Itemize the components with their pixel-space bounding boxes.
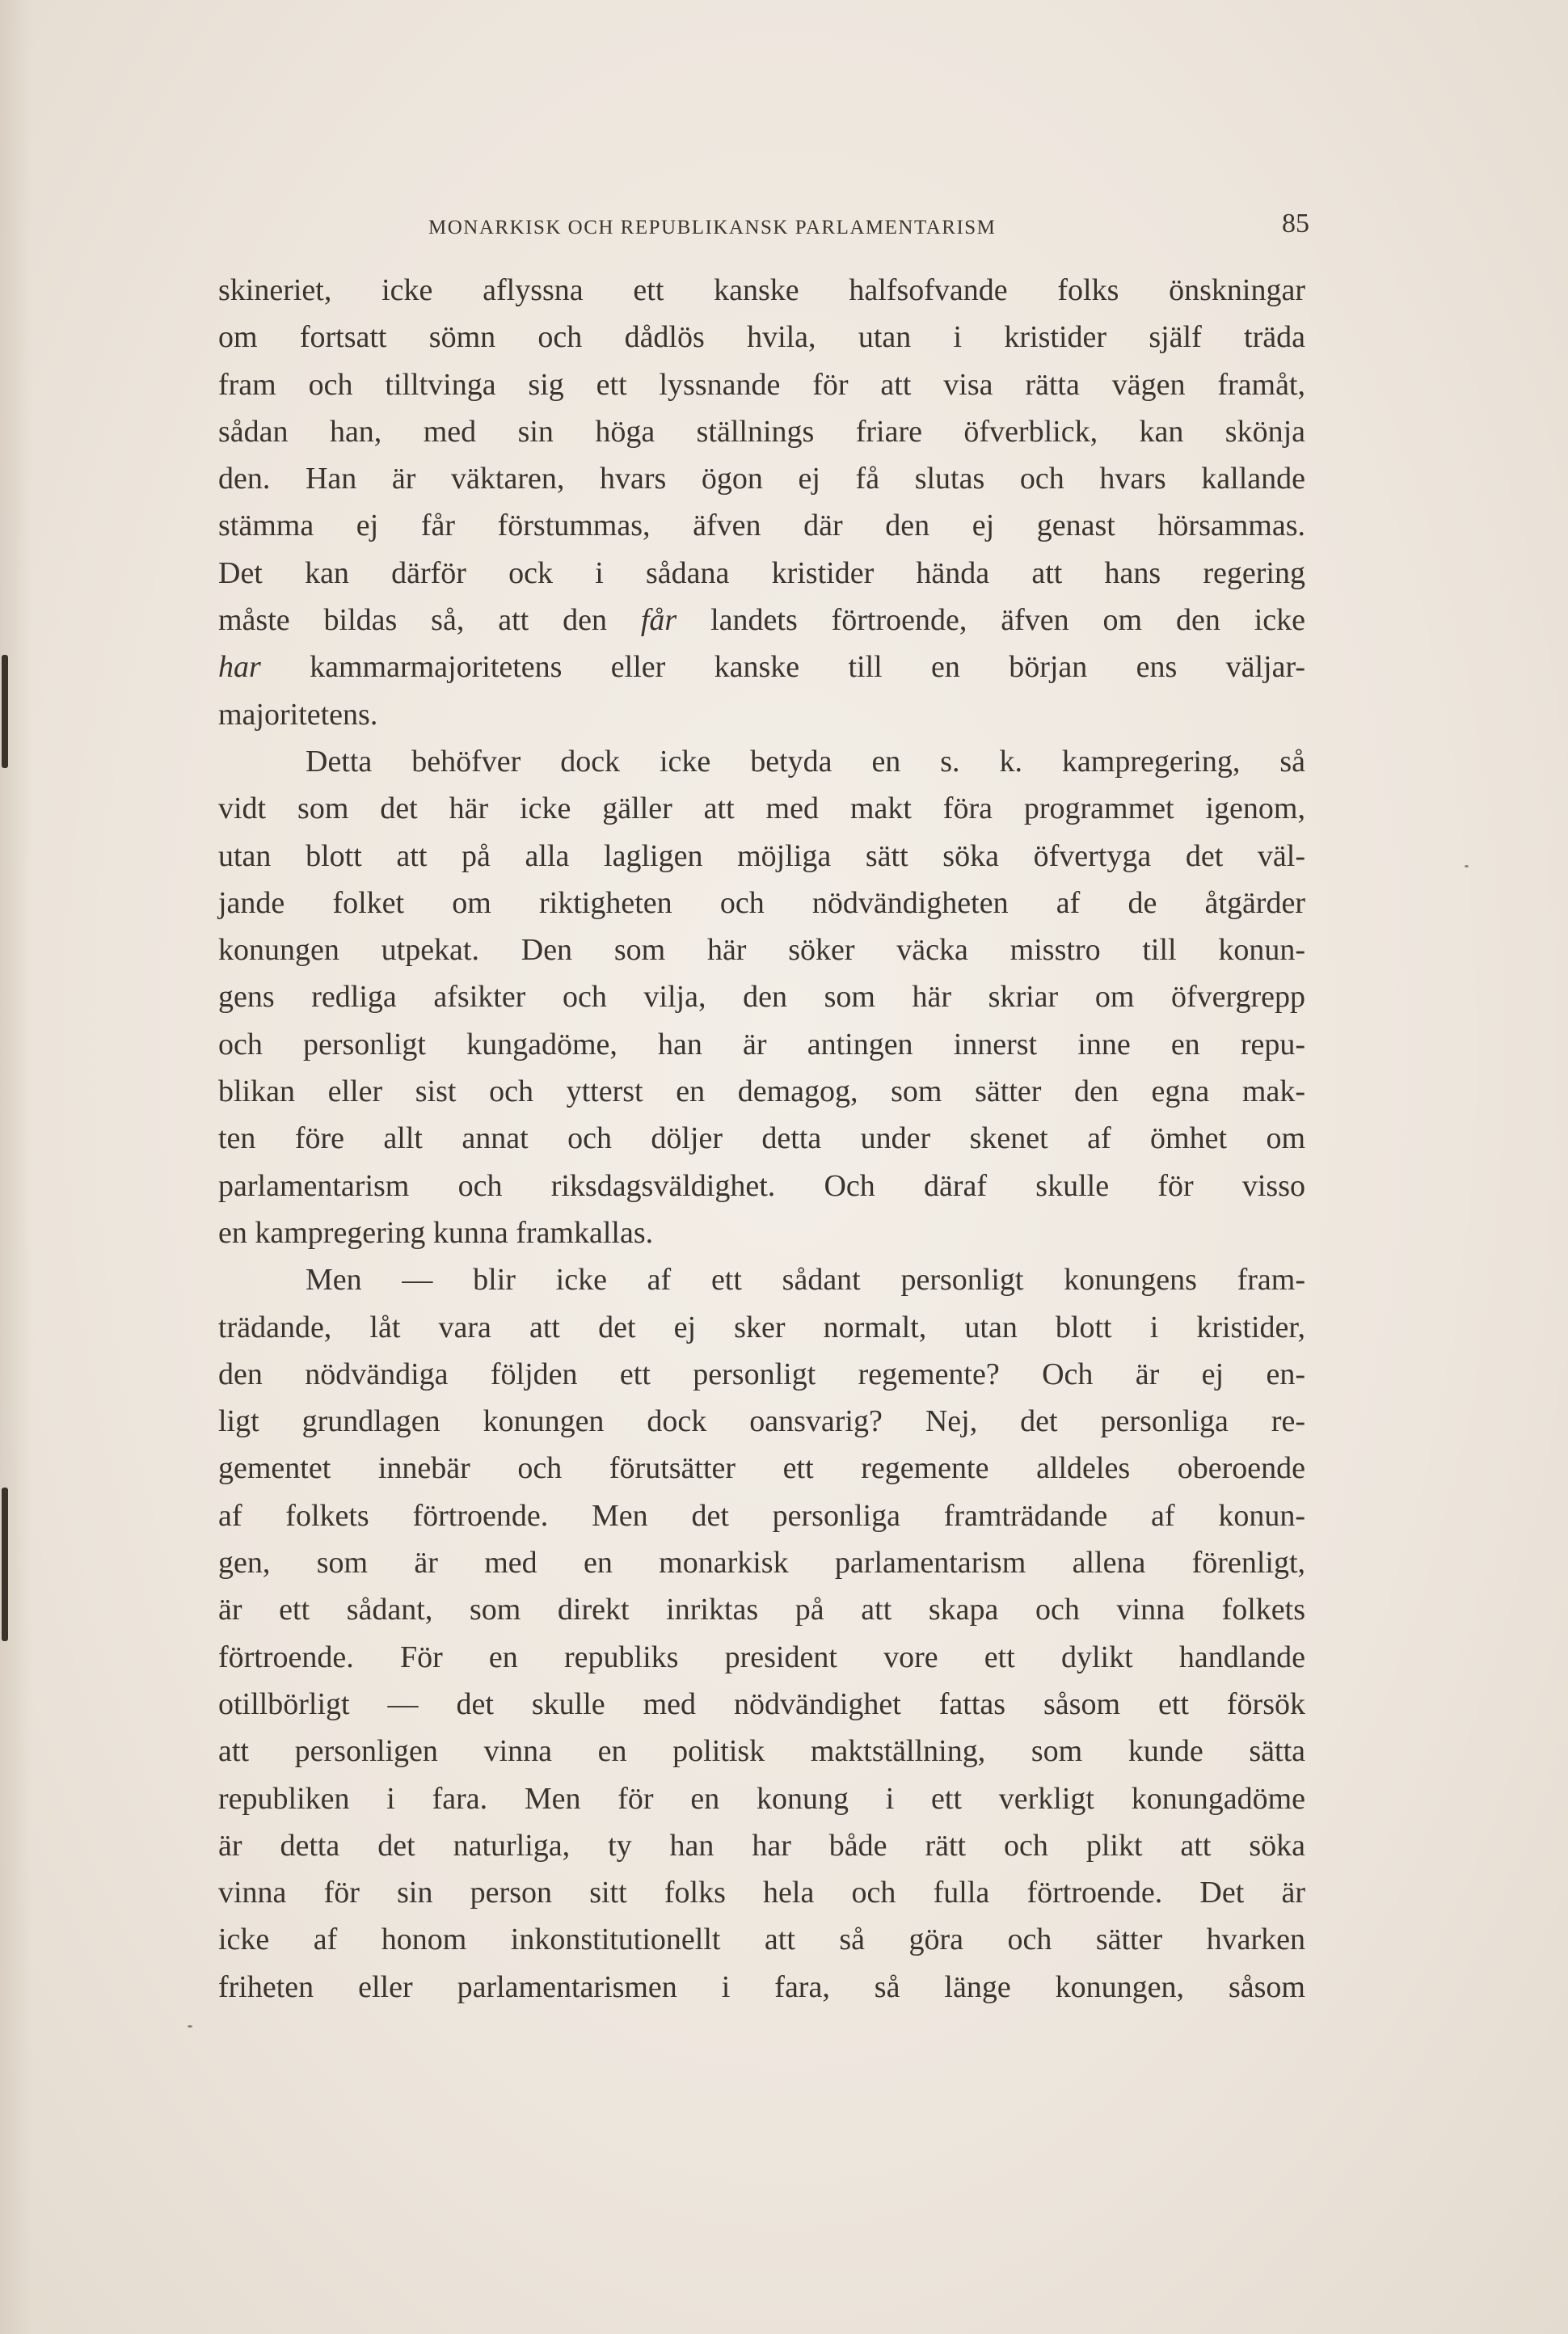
text-line: den nödvändiga följden ett personligt regemente? Och är ej en-: [218, 1357, 1305, 1391]
text-line: Detta behöfver dock icke betyda en s. k. kampregering, så: [306, 744, 1305, 779]
text-line: Det kan därför ock i sådana kristider hända att hans regering: [218, 555, 1305, 590]
text-segment: kammarmajoritetens eller kanske till en början ens väljar-: [310, 650, 1305, 685]
text-line: gen, som är med en monarkisk parlamentarism allena förenligt,: [218, 1546, 1305, 1581]
running-head: MONARKISK OCH REPUBLIKANSK PARLAMENTARISM: [428, 217, 997, 238]
body-text: [218, 267, 1305, 2011]
text-line: är detta det naturliga, ty han har både rätt och plikt att söka: [218, 1828, 1305, 1863]
text-line: är ett sådant, som direkt inriktas på att skapa och vinna folkets: [218, 1593, 1305, 1627]
text-line: skineriet, icke aflyssna ett kanske halfsofvande folks önskningar: [218, 273, 1305, 307]
text-line: republiken i fara. Men för en konung i ett verkligt konungadöme: [218, 1781, 1305, 1816]
text-line: en kampregering kunna framkallas.: [218, 1215, 654, 1250]
italic-emphasis: får: [640, 603, 677, 638]
text-segment: måste bildas så, att den: [218, 603, 607, 638]
binding-mark: [2, 1488, 8, 1641]
text-line: friheten eller parlamentarismen i fara, så länge konungen, såsom: [218, 1969, 1305, 2004]
text-line: otillbörligt — det skulle med nödvändighet fattas såsom ett försök: [218, 1686, 1305, 1721]
text-line: vidt som det här icke gäller att med makt föra programmet igenom,: [218, 791, 1305, 826]
text-line: jande folket om riktigheten och nödvändigheten af de åtgärder: [218, 885, 1305, 920]
text-line: Men — blir icke af ett sådant personligt konungens fram-: [306, 1263, 1305, 1298]
text-line: stämma ej får förstummas, äfven där den ej genast hörsammas.: [218, 509, 1305, 543]
text-line: blikan eller sist och ytterst en demagog, som sätter den egna mak-: [218, 1074, 1305, 1109]
text-line: ten före allt annat och döljer detta under skenet af ömhet om: [218, 1121, 1305, 1156]
page-header: [218, 209, 1309, 249]
text-line: utan blott att på alla lagligen möjliga sätt söka öfvertyga det väl-: [218, 838, 1305, 873]
text-line: om fortsatt sömn och dådlös hvila, utan i kristider själf träda: [218, 320, 1305, 355]
text-line: gementet innebär och förutsätter ett regemente alldeles oberoende: [218, 1451, 1305, 1486]
paper-speck: [1465, 865, 1469, 867]
text-line: parlamentarism och riksdagsväldighet. Och däraf skulle för visso: [218, 1168, 1305, 1203]
italic-emphasis: har: [218, 650, 261, 685]
text-line: ligt grundlagen konungen dock oansvarig? Nej, det personliga re-: [218, 1404, 1305, 1439]
text-line: trädande, låt vara att det ej sker normalt, utan blott i kristider,: [218, 1310, 1305, 1344]
text-segment: landets förtroende, äfven om den icke: [710, 603, 1306, 638]
text-line: gens redliga afsikter och vilja, den som här skriar om öfvergrepp: [218, 980, 1305, 1015]
text-line-mixed: [218, 597, 1305, 644]
text-line: af folkets förtroende. Men det personliga framträdande af konun-: [218, 1498, 1305, 1533]
text-line: förtroende. För en republiks president vore ett dylikt handlande: [218, 1640, 1305, 1674]
text-line: sådan han, med sin höga ställnings friare öfverblick, kan skönja: [218, 414, 1305, 449]
page-edge-shadow: [0, 0, 32, 2334]
paper-speck: [188, 2025, 192, 2028]
text-line: majoritetens.: [218, 697, 378, 732]
binding-mark: [2, 655, 8, 768]
text-line: konungen utpekat. Den som här söker väcka misstro till konun-: [218, 933, 1305, 968]
text-line: vinna för sin person sitt folks hela och fulla förtroende. Det är: [218, 1876, 1305, 1910]
text-line-mixed: [218, 644, 1305, 690]
text-line: och personligt kungadöme, han är antingen innerst inne en repu-: [218, 1027, 1305, 1061]
text-line: fram och tilltvinga sig ett lyssnande för att visa rätta vägen framåt,: [218, 367, 1305, 402]
page-number: 85: [1282, 209, 1309, 238]
text-line: den. Han är väktaren, hvars ögon ej få slutas och hvars kallande: [218, 462, 1305, 496]
text-line: att personligen vinna en politisk maktställning, som kunde sätta: [218, 1734, 1305, 1769]
text-line: icke af honom inkonstitutionellt att så göra och sätter hvarken: [218, 1922, 1305, 1957]
